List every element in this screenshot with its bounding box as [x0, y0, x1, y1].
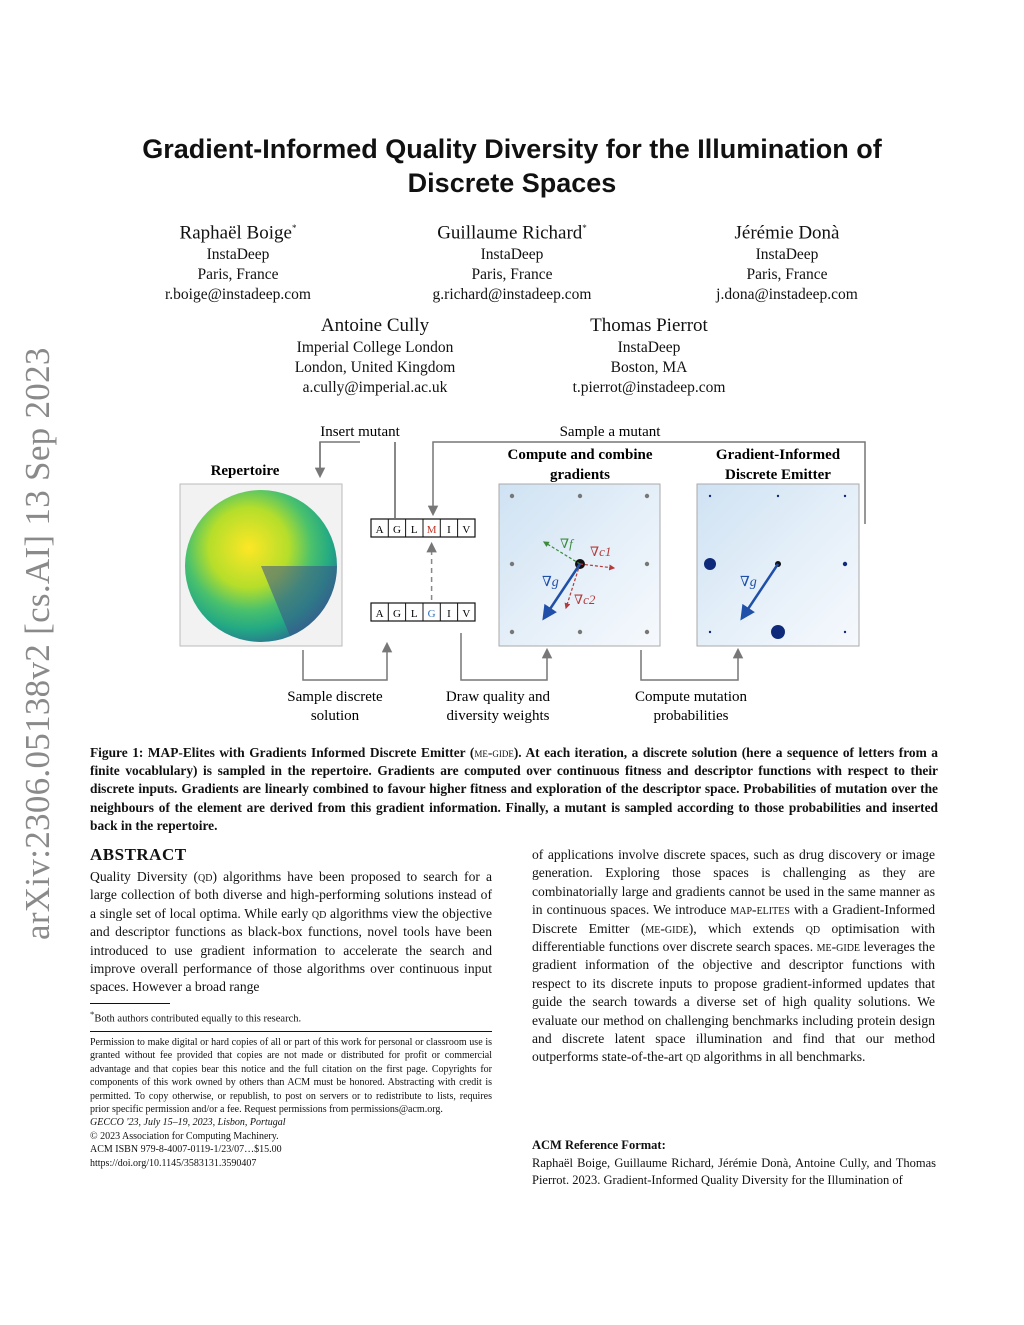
- text-run: of applications involve discrete spaces, such as drug discovery or image generation. Exploring those spaces is challenging as they are combinatorially large and gradients cannot be used in the same manner as in continuous spaces. We introduce: [532, 847, 935, 918]
- acronym: qd: [686, 1049, 701, 1065]
- text-run: ), which extends: [688, 920, 806, 936]
- author-block: [270, 314, 480, 398]
- text-run: ) algorithms have been proposed to search for a large collection of both diverse and high-performing solutions instead of a single set of local optima. While early: [90, 869, 492, 921]
- author-location: Paris, France: [746, 266, 828, 284]
- author-block: [549, 314, 749, 398]
- sequence-letter-original: G: [427, 608, 436, 620]
- sequence-letter: L: [410, 524, 418, 536]
- permission-text: Permission to make digital or hard copies of all or part of this work for personal or classroom use is granted without fee provided that copies are not made or distributed for profit or commercial advantage and that copies bear this notice and the full citation on the first page. Copyrights for components of this work owned by others than ACM must be honored. Abstracting with credit is permitted. To copy otherwise, or republish, to post on servers or to redistribute to lists, requires prior specific permission and/or a fee. Request permissions from permissions@acm.org.: [90, 1037, 492, 1116]
- probabilities-connector: [641, 650, 738, 680]
- emitter-label-1: Gradient-Informed: [715, 447, 841, 463]
- arxiv-stamp: arXiv:2306.05138v2 [cs.AI] 13 Sep 2023: [18, 347, 57, 940]
- sample-solution-label-2: solution: [310, 708, 360, 724]
- draw-weights-label-2: diversity weights: [446, 708, 550, 724]
- original-sequence: [371, 603, 475, 621]
- author-affiliation: InstaDeep: [480, 246, 544, 264]
- compute-gradients-label-1: Compute and combine: [507, 447, 653, 463]
- text-run: algorithms in all benchmarks.: [700, 1049, 866, 1065]
- author-affiliation: InstaDeep: [206, 246, 270, 264]
- text-run: with a Gradient-Informed Discrete Emitter (: [532, 902, 936, 936]
- figure-1: [170, 418, 880, 730]
- author-mark: *: [291, 223, 297, 233]
- copyright: © 2023 Association for Computing Machinery.: [90, 1130, 279, 1142]
- footnote-text: Both authors contributed equally to this research.: [94, 1013, 302, 1025]
- abstract-heading: ABSTRACT: [90, 845, 187, 864]
- acronym: me-gide: [645, 920, 689, 936]
- permission-block: [90, 1036, 492, 1170]
- abstract-text-right: [532, 846, 935, 1067]
- sequence-letter: A: [375, 608, 384, 620]
- emitter-label-2: Discrete Emitter: [725, 467, 831, 483]
- figure-caption: [90, 744, 938, 835]
- acronym: me-gide: [816, 939, 861, 955]
- author-affiliation: Imperial College London: [296, 339, 454, 356]
- author-location: Boston, MA: [610, 359, 688, 376]
- sequence-letter: I: [447, 608, 451, 620]
- sequence-letter: L: [410, 608, 418, 620]
- paper-title: [80, 132, 944, 200]
- author-block: [687, 216, 887, 305]
- footnote-mark: *: [90, 1009, 95, 1019]
- author-location: Paris, France: [471, 266, 553, 284]
- doi-link[interactable]: https://doi.org/10.1145/3583131.3590407: [90, 1157, 257, 1169]
- mutant-sequence: [371, 519, 475, 537]
- acronym: qd: [198, 869, 213, 884]
- author-name: Thomas Pierrot: [590, 315, 708, 336]
- author-block: [138, 216, 338, 305]
- caption-acronym: me-gide: [474, 745, 514, 760]
- acronym: qd: [805, 920, 821, 936]
- sequence-letter: G: [393, 524, 401, 536]
- footnote: [90, 1009, 301, 1025]
- sequence-letter: V: [462, 608, 471, 620]
- sample-solution-label-1: Sample discrete: [287, 689, 383, 705]
- caption-text: ). At each iteration, a discrete solution (here a sequence of letters from a finite vocablulary) is sampled in the repertoire. Gradients are computed over continuous fitness and descriptor functions with respect to their discrete inputs. Gradients are linearly combined to favour higher fitness and exploration of the descriptor space. Probabilities of mutation over the neighbours of the element are derived from this gradient information. Finally, a mutant is sampled according to those probabilities and inserted back in the repertoire.: [90, 745, 939, 833]
- gradient-c2-label: ∇c2: [574, 592, 596, 607]
- sequence-letter: I: [447, 524, 451, 536]
- gradient-g-label: ∇g: [542, 575, 559, 590]
- sample-mutant-label: Sample a mutant: [559, 424, 661, 440]
- title-line-2: Discrete Spaces: [407, 168, 617, 198]
- gradient-c1-label: ∇c1: [590, 544, 612, 559]
- author-block: [402, 216, 622, 305]
- compute-gradients-label-2: gradients: [550, 467, 610, 483]
- author-location: Paris, France: [197, 266, 279, 284]
- author-email: r.boige@instadeep.com: [165, 286, 311, 304]
- sequence-letter-mutated: M: [426, 524, 437, 536]
- caption-label: Figure 1: MAP-Elites with Gradients Informed Discrete Emitter (: [90, 745, 475, 760]
- author-email: t.pierrot@instadeep.com: [572, 379, 726, 396]
- author-location: London, United Kingdom: [294, 359, 456, 376]
- sequence-letter: G: [393, 608, 401, 620]
- text-run: algorithms view the objective and descriptor functions as black-box functions, novel tools have been introduced to use gradient information to accelerate the search and improve overall performance of those algorithms over continuous input spaces. However a broad range: [90, 905, 493, 995]
- repertoire-label: Repertoire: [210, 463, 280, 479]
- insert-mutant-label: Insert mutant: [320, 424, 400, 440]
- isbn: ACM ISBN 979-8-4007-0119-1/23/07…$15.00: [90, 1144, 282, 1156]
- sequence-letter: A: [375, 524, 384, 536]
- abstract-text-left: [90, 868, 492, 997]
- acm-reference-heading: ACM Reference Format:: [532, 1138, 666, 1152]
- emitter-gradient-label: ∇g: [740, 575, 757, 590]
- sequence-letter: V: [462, 524, 471, 536]
- author-affiliation: InstaDeep: [617, 339, 681, 356]
- author-name: Jérémie Donà: [734, 222, 840, 244]
- footnote-rule: [90, 1003, 170, 1004]
- acm-reference-text: Raphaël Boige, Guillaume Richard, Jérémie Donà, Antoine Cully, and Thomas Pierrot. 2023. Gradient-Informed Quality Diversity for the Illumination of: [532, 1156, 936, 1187]
- author-affiliation: InstaDeep: [755, 246, 819, 264]
- permission-rule: [90, 1031, 492, 1032]
- author-name: Antoine Cully: [320, 315, 430, 336]
- venue: GECCO '23, July 15–19, 2023, Lisbon, Portugal: [90, 1117, 286, 1129]
- acronym: map-elites: [730, 902, 790, 918]
- author-name: Guillaume Richard: [437, 222, 583, 244]
- author-email: a.cully@imperial.ac.uk: [302, 379, 448, 396]
- author-mark: *: [582, 223, 587, 233]
- author-name: Raphaël Boige: [179, 222, 292, 244]
- gradient-f-label: ∇f: [560, 536, 573, 551]
- compute-probs-label-1: Compute mutation: [634, 689, 748, 705]
- sample-solution-connector: [303, 644, 387, 680]
- text-run: optimisation with differentiable functions over discrete search spaces.: [532, 920, 935, 955]
- acronym: qd: [311, 905, 327, 921]
- text-run: Quality Diversity (: [90, 869, 199, 884]
- title-line-1: Gradient-Informed Quality Diversity for the Illumination of: [142, 134, 882, 164]
- draw-weights-label-1: Draw quality and: [445, 689, 551, 705]
- author-email: j.dona@instadeep.com: [716, 286, 858, 304]
- author-email: g.richard@instadeep.com: [432, 286, 592, 304]
- compute-probs-label-2: probabilities: [653, 708, 729, 724]
- text-run: leverages the gradient information of the objective and descriptor functions with respect to its discrete inputs to propose gradient-informed updates that guide the search towards a diverse set of high quality solutions. We evaluate our method on challenging benchmarks including protein design and discrete latent space illumination and find that our method outperforms state-of-the-art: [532, 939, 935, 1065]
